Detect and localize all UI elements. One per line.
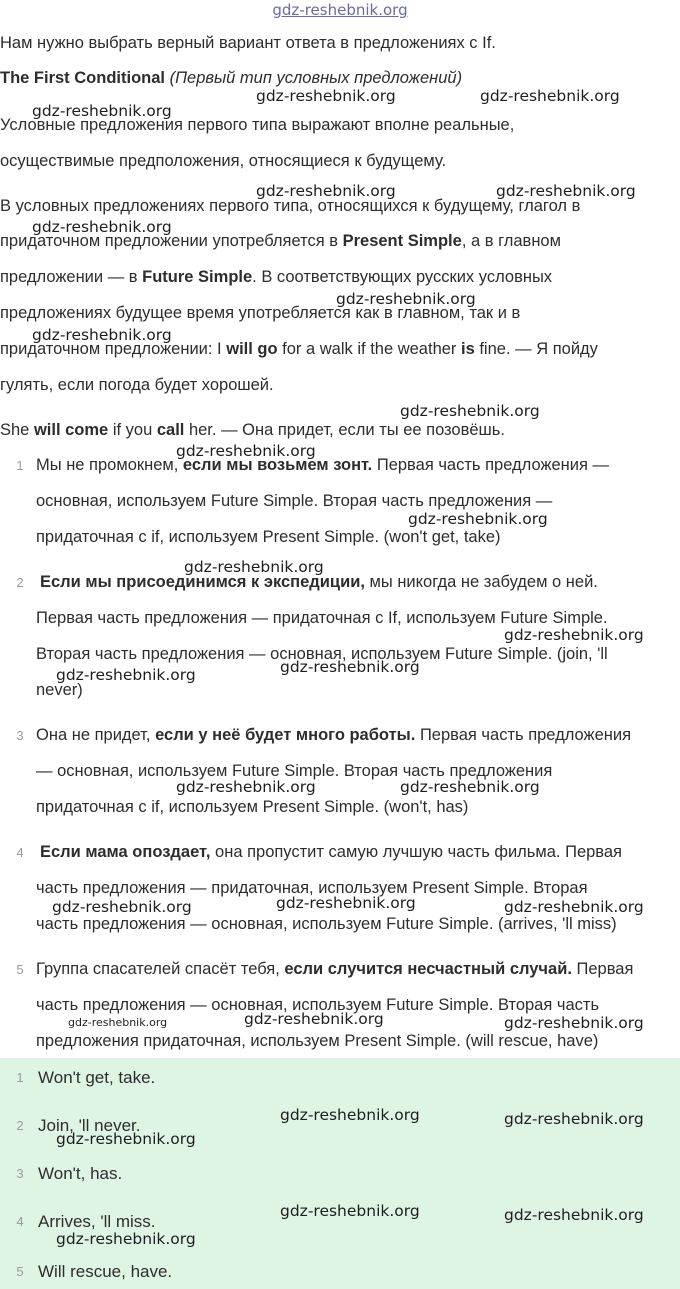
- watermark: gdz-reshebnik.org: [480, 87, 620, 105]
- item-number: 5: [16, 962, 24, 977]
- item-line: Если мама опоздает, она пропустит самую лучшую часть фильма. Первая: [40, 843, 622, 861]
- paragraph-line: гулять, если погода будет хорошей.: [0, 376, 274, 394]
- watermark: gdz-reshebnik.org: [504, 626, 644, 644]
- watermark: gdz-reshebnik.org: [504, 1014, 644, 1032]
- item-line: — основная, используем Future Simple. Вторая часть предложения: [36, 762, 553, 780]
- answer-text: Will rescue, have.: [38, 1262, 173, 1281]
- watermark-top: gdz-reshebnik.org: [272, 1, 408, 19]
- item-line: Если мы присоединимся к экспедиции, мы никогда не забудем о ней.: [40, 573, 598, 591]
- item-number: 4: [16, 845, 24, 860]
- watermark: gdz-reshebnik.org: [276, 894, 416, 912]
- watermark: gdz-reshebnik.org: [176, 442, 316, 460]
- watermark: gdz-reshebnik.org: [400, 402, 540, 420]
- item-line: Вторая часть предложения — основная, используем Future Simple. (join, 'll: [36, 645, 608, 663]
- section-heading: The First Conditional (Первый тип условных предложений): [0, 69, 463, 87]
- item-line: основная, используем Future Simple. Вторая часть предложения —: [36, 492, 553, 510]
- watermark: gdz-reshebnik.org: [280, 1106, 420, 1124]
- paragraph-line: осуществимые предположения, относящиеся к будущему.: [0, 152, 447, 170]
- item-line: Первая часть предложения — придаточная с If, используем Future Simple.: [36, 609, 608, 627]
- example-line: She will come if you call her. — Она придет, если ты ее позовёшь.: [0, 421, 505, 439]
- answer-number: 3: [16, 1166, 24, 1181]
- item-line: часть предложения — придаточная, используем Present Simple. Вторая: [36, 879, 588, 897]
- watermark: gdz-reshebnik.org: [56, 666, 196, 684]
- item-line: часть предложения — основная, используем Future Simple. (arrives, 'll miss): [36, 915, 617, 933]
- watermark: gdz-reshebnik.org: [504, 898, 644, 916]
- item-number: 2: [16, 575, 24, 590]
- item-line: Она не придет, если у неё будет много работы. Первая часть предложения: [36, 726, 632, 744]
- paragraph-line: придаточном предложении: I will go for a walk if the weather is fine. — Я пойду: [0, 340, 598, 358]
- watermark: gdz-reshebnik.org: [32, 218, 172, 236]
- watermark: gdz-reshebnik.org: [68, 1016, 168, 1029]
- watermark: gdz-reshebnik.org: [408, 510, 548, 528]
- watermark: gdz-reshebnik.org: [496, 182, 636, 200]
- item-line: часть предложения — основная, используем Future Simple. Вторая часть: [36, 996, 600, 1014]
- intro-line: Нам нужно выбрать верный вариант ответа в предложениях с If.: [0, 34, 496, 52]
- answer-number: 2: [16, 1118, 24, 1133]
- answer-text: Join, 'll never.: [38, 1116, 141, 1135]
- paragraph-line: предложении — в Future Simple. В соответствующих русских условных: [0, 268, 553, 286]
- item-line: Мы не промокнем, если мы возьмем зонт. Первая часть предложения —: [36, 456, 610, 474]
- watermark: gdz-reshebnik.org: [280, 1202, 420, 1220]
- watermark: gdz-reshebnik.org: [52, 898, 192, 916]
- watermark: gdz-reshebnik.org: [32, 326, 172, 344]
- item-line: предложения придаточная, используем Present Simple. (will rescue, have): [36, 1032, 599, 1050]
- watermark: gdz-reshebnik.org: [56, 1130, 196, 1148]
- watermark: gdz-reshebnik.org: [184, 558, 324, 576]
- paragraph-line: В условных предложениях первого типа, относящихся к будущему, глагол в: [0, 197, 581, 215]
- paragraph-line: предложениях будущее время употребляется как в главном, так и в: [0, 304, 521, 322]
- item-line: never): [36, 681, 83, 699]
- watermark: gdz-reshebnik.org: [256, 87, 396, 105]
- item-line: придаточная с if, используем Present Simple. (won't get, take): [36, 528, 501, 546]
- item-number: 1: [16, 458, 24, 473]
- watermark: gdz-reshebnik.org: [400, 778, 540, 796]
- answer-text: Won't, has.: [38, 1164, 123, 1183]
- watermark: gdz-reshebnik.org: [256, 182, 396, 200]
- paragraph-line: придаточном предложении употребляется в Present Simple, а в главном: [0, 232, 561, 250]
- answer-number: 5: [16, 1264, 24, 1279]
- item-line: придаточная с if, используем Present Simple. (won't, has): [36, 798, 469, 816]
- watermark: gdz-reshebnik.org: [32, 102, 172, 120]
- watermark: gdz-reshebnik.org: [280, 658, 420, 676]
- watermark: gdz-reshebnik.org: [176, 778, 316, 796]
- watermark: gdz-reshebnik.org: [504, 1110, 644, 1128]
- watermark: gdz-reshebnik.org: [336, 290, 476, 308]
- answer-number: 1: [16, 1070, 24, 1085]
- item-number: 3: [16, 728, 24, 743]
- answer-text: Arrives, 'll miss.: [38, 1212, 156, 1231]
- watermark: gdz-reshebnik.org: [504, 1206, 644, 1224]
- watermark: gdz-reshebnik.org: [244, 1010, 384, 1028]
- answer-text: Won't get, take.: [38, 1068, 156, 1087]
- watermark: gdz-reshebnik.org: [56, 1230, 196, 1248]
- paragraph-line: Условные предложения первого типа выражают вполне реальные,: [0, 116, 515, 134]
- item-line: Группа спасателей спасёт тебя, если случится несчастный случай. Первая: [36, 960, 634, 978]
- answer-number: 4: [16, 1214, 24, 1229]
